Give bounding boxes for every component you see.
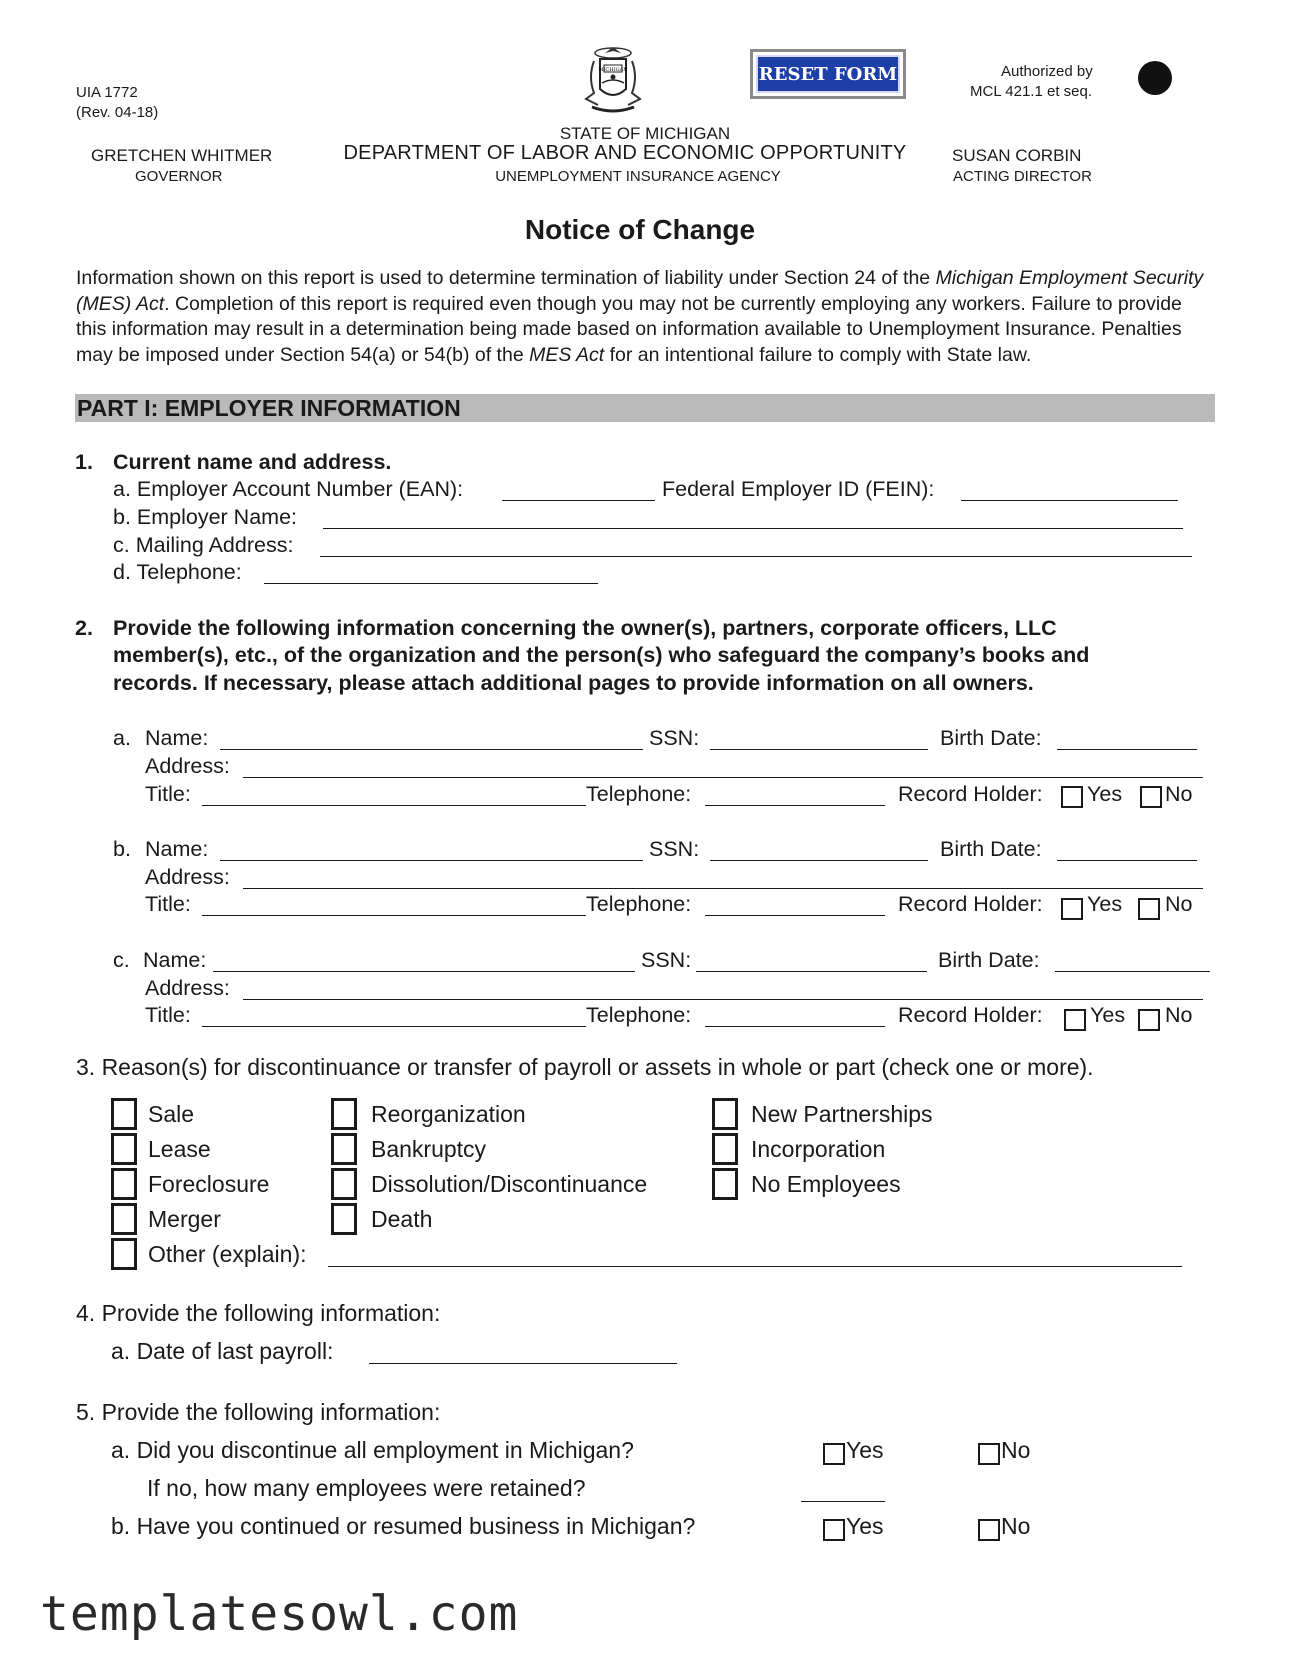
q1d-label: d. Telephone: — [113, 560, 242, 584]
q5-label: 5. Provide the following information: — [76, 1399, 441, 1425]
watermark: templatesowl.com — [40, 1586, 519, 1642]
record-holder-label: Record Holder: — [898, 782, 1043, 806]
reason-merger-checkbox[interactable] — [111, 1203, 137, 1235]
record-holder-no-label: No — [1165, 1003, 1193, 1027]
owner-name-label: Name: — [145, 726, 209, 750]
reason-reorganization-label: Reorganization — [371, 1101, 526, 1127]
owner-name-label: Name: — [145, 837, 209, 861]
owner-birth-field[interactable] — [1055, 971, 1210, 972]
owner-title-field[interactable] — [202, 805, 586, 806]
record-holder-label: Record Holder: — [898, 892, 1043, 916]
q4-label: 4. Provide the following information: — [76, 1300, 441, 1326]
owner-name-field[interactable] — [220, 749, 643, 750]
owner-birth-field[interactable] — [1057, 860, 1197, 861]
owner-title-label: Title: — [145, 782, 191, 806]
fein-field[interactable] — [961, 500, 1178, 501]
governor-title: GOVERNOR — [135, 168, 223, 185]
record-holder-no-label: No — [1165, 782, 1193, 806]
owner-address-field[interactable] — [243, 777, 1203, 778]
owner-telephone-field[interactable] — [705, 805, 885, 806]
q2-text-line3: records. If necessary, please attach additional pages to provide information on all owners. — [113, 671, 1034, 695]
reason-death-label: Death — [371, 1206, 433, 1232]
employer-name-field[interactable] — [323, 528, 1183, 529]
q1-number: 1. — [75, 450, 93, 474]
q1c-label: c. Mailing Address: — [113, 533, 294, 557]
reason-incorporation-label: Incorporation — [751, 1136, 886, 1162]
status-dot-icon — [1138, 61, 1172, 95]
q1-label: Current name and address. — [113, 450, 392, 474]
reason-bankruptcy-checkbox[interactable] — [331, 1133, 357, 1165]
q2-number: 2. — [75, 616, 93, 640]
owner-ssn-label: SSN: — [649, 726, 700, 750]
record-holder-no-checkbox[interactable] — [1140, 786, 1162, 808]
intro-paragraph: Information shown on this report is used to determine termination of liability under Section 24 of the Michigan Employment Security (MES) Act. Completion of this report is required even though you may not be currently employing any workers. Failure to provide this information may result in a determination being made based on information available to Unemployment Insurance. Penalties may be imposed under Section 54(a) or 54(b) of the MES Act for an intentional failure to comply with State law. — [76, 267, 1204, 366]
owner-address-label: Address: — [145, 976, 230, 1000]
owner-title-field[interactable] — [202, 1026, 586, 1027]
reset-form-button[interactable] — [750, 49, 906, 99]
ean-field[interactable] — [502, 500, 655, 501]
authorized-by: Authorized by — [1001, 63, 1093, 80]
reason-new-partnerships-label: New Partnerships — [751, 1101, 933, 1127]
q5b-no-checkbox[interactable] — [978, 1519, 1000, 1541]
record-holder-yes-label: Yes — [1087, 892, 1123, 916]
owner-address-label: Address: — [145, 865, 230, 889]
reason-sale-checkbox[interactable] — [111, 1098, 137, 1130]
state-name: STATE OF MICHIGAN — [559, 124, 731, 143]
telephone-field[interactable] — [264, 583, 598, 584]
q1a-ean-label: a. Employer Account Number (EAN): — [113, 477, 464, 501]
record-holder-yes-label: Yes — [1087, 782, 1123, 806]
reason-new-partnerships-checkbox[interactable] — [712, 1098, 738, 1130]
reason-bankruptcy-label: Bankruptcy — [371, 1136, 487, 1162]
owner-letter: c. — [113, 948, 130, 972]
mailing-address-field[interactable] — [320, 556, 1192, 557]
director-name: SUSAN CORBIN — [952, 146, 1082, 165]
owner-name-label: Name: — [143, 948, 207, 972]
seal-lettering: MICHIGAN — [598, 67, 628, 73]
owner-title-label: Title: — [145, 892, 191, 916]
record-holder-label: Record Holder: — [898, 1003, 1043, 1027]
q3-label: 3. Reason(s) for discontinuance or transfer of payroll or assets in whole or part (check one or more). — [76, 1054, 1094, 1080]
record-holder-yes-checkbox[interactable] — [1064, 1009, 1086, 1031]
form-id: UIA 1772 — [76, 84, 138, 101]
owner-title-label: Title: — [145, 1003, 191, 1027]
reason-reorganization-checkbox[interactable] — [331, 1098, 357, 1130]
owner-ssn-label: SSN: — [649, 837, 700, 861]
q5b-yes-checkbox[interactable] — [823, 1519, 845, 1541]
owner-ssn-field[interactable] — [696, 971, 927, 972]
q5b-no-label: No — [1001, 1513, 1031, 1539]
owner-ssn-field[interactable] — [710, 860, 928, 861]
q5b-label: b. Have you continued or resumed business in Michigan? — [111, 1513, 696, 1539]
owner-letter: a. — [113, 726, 131, 750]
page-title: Notice of Change — [524, 214, 756, 245]
owner-ssn-field[interactable] — [710, 749, 928, 750]
reason-death-checkbox[interactable] — [331, 1203, 357, 1235]
owner-telephone-label: Telephone: — [586, 892, 692, 916]
owner-name-field[interactable] — [213, 971, 635, 972]
owner-letter: b. — [113, 837, 131, 861]
reason-sale-label: Sale — [148, 1101, 195, 1127]
reason-other-explain-field[interactable] — [328, 1266, 1182, 1267]
record-holder-no-label: No — [1165, 892, 1193, 916]
owner-telephone-field[interactable] — [705, 915, 885, 916]
reason-dissolution-checkbox[interactable] — [331, 1168, 357, 1200]
owner-telephone-label: Telephone: — [586, 782, 692, 806]
q5a-sub-label: If no, how many employees were retained? — [147, 1475, 586, 1501]
record-holder-yes-checkbox[interactable] — [1061, 786, 1083, 808]
agency-name: UNEMPLOYMENT INSURANCE AGENCY — [495, 168, 781, 185]
reason-incorporation-checkbox[interactable] — [712, 1133, 738, 1165]
record-holder-yes-label: Yes — [1090, 1003, 1126, 1027]
q5a-yes-label: Yes — [846, 1437, 884, 1463]
director-title: ACTING DIRECTOR — [953, 168, 1092, 185]
owner-birth-field[interactable] — [1057, 749, 1197, 750]
owner-birth-label: Birth Date: — [940, 726, 1042, 750]
part1-heading: PART I: EMPLOYER INFORMATION — [75, 394, 1215, 422]
reason-foreclosure-checkbox[interactable] — [111, 1168, 137, 1200]
reset-form-label: RESET FORM — [756, 55, 900, 93]
form-revision: (Rev. 04-18) — [76, 104, 159, 121]
owner-birth-label: Birth Date: — [940, 837, 1042, 861]
governor-name: GRETCHEN WHITMER — [91, 146, 273, 165]
owner-telephone-field[interactable] — [705, 1026, 885, 1027]
q5a-no-label: No — [1001, 1437, 1031, 1463]
q5a-no-checkbox[interactable] — [978, 1443, 1000, 1465]
reason-foreclosure-label: Foreclosure — [148, 1171, 270, 1197]
reason-no-employees-checkbox[interactable] — [712, 1168, 738, 1200]
owner-address-field[interactable] — [243, 888, 1203, 889]
owner-ssn-label: SSN: — [641, 948, 692, 972]
q2-text-line2: member(s), etc., of the organization and the person(s) who safeguard the company’s books and — [113, 643, 1090, 667]
record-holder-no-checkbox[interactable] — [1138, 898, 1160, 920]
record-holder-yes-checkbox[interactable] — [1061, 898, 1083, 920]
q5b-yes-label: Yes — [846, 1513, 884, 1539]
owner-birth-label: Birth Date: — [938, 948, 1040, 972]
reason-no-employees-label: No Employees — [751, 1171, 901, 1197]
reason-merger-label: Merger — [148, 1206, 221, 1232]
q1a-fein-label: Federal Employer ID (FEIN): — [662, 477, 935, 501]
q5a-yes-checkbox[interactable] — [823, 1443, 845, 1465]
reason-dissolution-label: Dissolution/Discontinuance — [371, 1171, 648, 1197]
record-holder-no-checkbox[interactable] — [1138, 1009, 1160, 1031]
authorized-statute: MCL 421.1 et seq. — [970, 83, 1093, 100]
owner-title-field[interactable] — [202, 915, 586, 916]
employees-retained-field[interactable] — [801, 1501, 885, 1502]
last-payroll-date-field[interactable] — [369, 1363, 677, 1364]
reason-lease-checkbox[interactable] — [111, 1133, 137, 1165]
reason-lease-label: Lease — [148, 1136, 211, 1162]
reason-other-label: Other (explain): — [148, 1241, 307, 1267]
q1b-label: b. Employer Name: — [113, 505, 298, 529]
department-name: DEPARTMENT OF LABOR AND ECONOMIC OPPORTUNITY — [343, 142, 907, 164]
reason-other-checkbox[interactable] — [111, 1238, 137, 1270]
q2-text-line1: Provide the following information concerning the owner(s), partners, corporate officers, LLC — [113, 616, 1057, 640]
owner-address-label: Address: — [145, 754, 230, 778]
owner-address-field[interactable] — [243, 999, 1203, 1000]
q4a-label: a. Date of last payroll: — [111, 1338, 334, 1364]
michigan-seal-logo — [580, 43, 646, 117]
owner-name-field[interactable] — [220, 860, 643, 861]
q5a-label: a. Did you discontinue all employment in Michigan? — [111, 1437, 634, 1463]
owner-telephone-label: Telephone: — [586, 1003, 692, 1027]
